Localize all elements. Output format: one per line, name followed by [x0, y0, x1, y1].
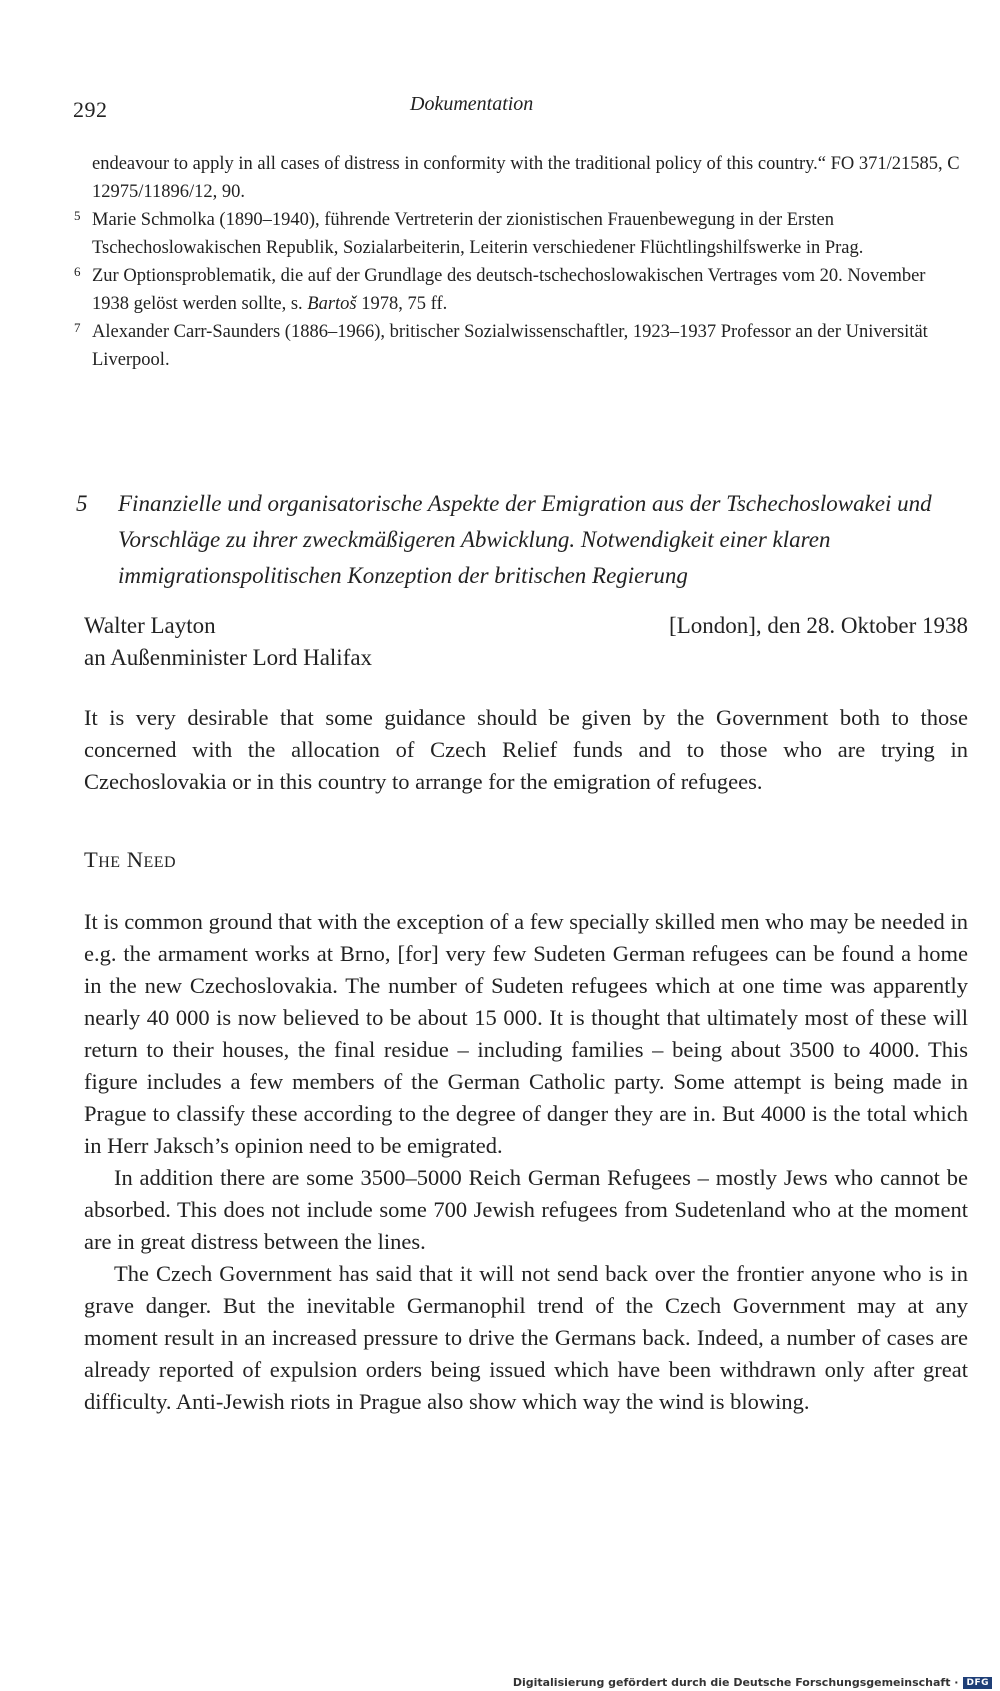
- footnote-text: Alexander Carr-Saunders (1886–1966), britischer Sozialwissenschaftler, 1923–1937 Professor an der Universität Liverpool.: [92, 322, 928, 370]
- footnote-citation-author: Bartoš: [307, 294, 357, 314]
- footnote-mark: 5: [74, 208, 81, 223]
- body-paragraph: It is common ground that with the exception of a few specially skilled men who may be needed in e.g. the armament works at Brno, [for] very few Sudeten German refugees can be found a home in the new Czechoslovakia. The number of Sudeten refugees which at one time was apparently nearly 40 000 is now believed to be about 15 000. It is thought that ultimately most of these will return to their houses, the final residue – including families – being about 3500 to 4000. This figure includes a few members of the German Catholic party. Some attempt is being made in Prague to classify these according to the degree of danger they are in. But 4000 is the total which in Herr Jaksch’s opinion need to be emigrated.: [84, 909, 968, 1158]
- footnote-mark: 6: [74, 264, 81, 279]
- footnote-text: Marie Schmolka (1890–1940), führende Vertreterin der zionistischen Frauenbewegung in der Ersten Tschechoslowakischen Republik, Sozialarbeiterin, Leiterin verschiedener Flüchtlingshilfswerke in Prag.: [92, 210, 864, 258]
- letter-body: [84, 702, 968, 1418]
- credit-text: Digitalisierung gefördert durch die Deutsche Forschungsgemeinschaft ·: [512, 1676, 959, 1689]
- intro-paragraph: It is very desirable that some guidance should be given by the Government both to those concerned with the allocation of Czech Relief funds and to those who are trying in Czechoslovakia or in this country to arrange for the emigration of refugees.: [84, 705, 968, 794]
- section-heading: The Need: [84, 847, 177, 872]
- sender-row: [84, 610, 968, 642]
- footnote-7: [74, 318, 964, 374]
- page-number: 292: [73, 97, 108, 122]
- footnote-text: Zur Optionsproblematik, die auf der Grundlage des deutsch-tschechoslowakischen Vertrages vom 20. November 1938 gelöst werden sollte, s.: [92, 266, 926, 314]
- letter-meta: [84, 610, 968, 674]
- place-date: [London], den 28. Oktober 1938: [669, 613, 968, 638]
- footnote-5: [74, 206, 964, 262]
- running-title: Dokumentation: [410, 93, 534, 115]
- digitization-credit: [513, 1676, 992, 1689]
- footnote-continuation: endeavour to apply in all cases of distress in conformity with the traditional policy of this country.“ FO 371/21585, C 12975/11896/12, 90.: [92, 154, 960, 202]
- document-number: 5: [76, 491, 88, 516]
- footnote-text-end: 1978, 75 ff.: [356, 294, 448, 314]
- footnotes: [74, 150, 964, 374]
- footnote-mark: 7: [74, 320, 81, 335]
- dfg-logo-icon: DFG: [963, 1677, 992, 1689]
- footnote-6: [74, 262, 964, 318]
- body-paragraph: The Czech Government has said that it will not send back over the frontier anyone who is in grave danger. But the inevitable Germanophil trend of the Czech Government may at any moment result in an increased pressure to drive the Germans back. Indeed, a number of cases are already reported of expulsion orders being issued which have been withdrawn only after great difficulty. Anti-Jewish riots in Prague also show which way the wind is blowing.: [84, 1261, 968, 1414]
- recipient: an Außenminister Lord Halifax: [84, 645, 373, 670]
- document-heading: [76, 486, 966, 594]
- sender: Walter Layton: [84, 613, 216, 638]
- body-paragraph: In addition there are some 3500–5000 Reich German Refugees – mostly Jews who cannot be absorbed. This does not include some 700 Jewish refugees from Sudetenland who at the moment are in great distress between the lines.: [84, 1165, 968, 1254]
- document-title: Finanzielle und organisatorische Aspekte der Emigration aus der Tschechoslowakei und Vorschläge zu ihrer zweckmäßigeren Abwicklung. Notwendigkeit einer klaren immigrationspolitischen Konzeption der britischen Regierung: [118, 491, 932, 588]
